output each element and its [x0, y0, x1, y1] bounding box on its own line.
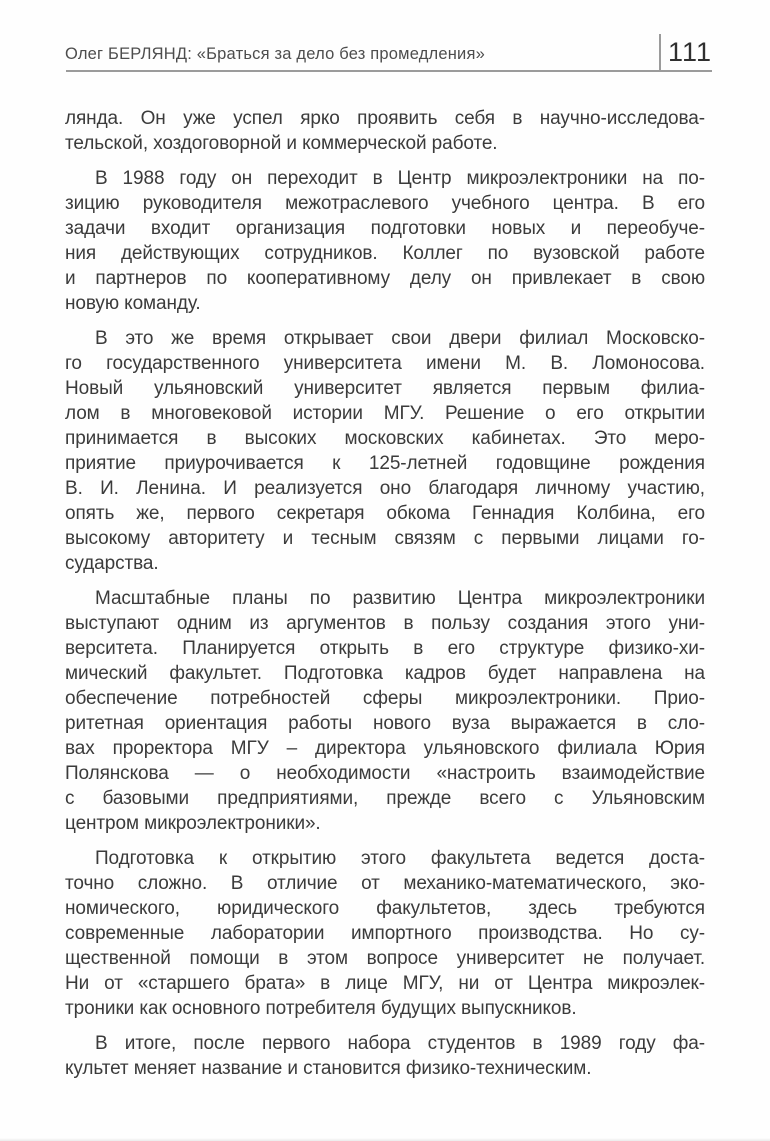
text-line: новую команду. [65, 293, 201, 314]
text-line: верситета. Планируется открыть в его структуре физико-хи- [65, 638, 705, 659]
text-line: ния действующих сотрудников. Коллег по вузовской работе [65, 243, 705, 264]
text-line: В 1988 году он переходит в Центр микроэлектроники на по- [95, 168, 705, 189]
header-rule [66, 70, 712, 72]
text-line: приятие приурочивается к 125-летней годовщине рождения [65, 453, 705, 474]
text-line: троники как основного потребителя будущих выпускников. [65, 998, 577, 1019]
paragraph [65, 586, 705, 836]
text-line: номического, юридического факультетов, здесь требуются [65, 898, 705, 919]
text-line: точно сложно. В отличие от механико-математического, эко- [65, 873, 705, 894]
text-line: Подготовка к открытию этого факультета ведется доста- [95, 848, 705, 869]
text-line: лянда. Он уже успел ярко проявить себя в научно-исследова- [65, 108, 705, 129]
text-line: обеспечение потребностей сферы микроэлектроники. Прио- [65, 688, 705, 709]
text-line: В итоге, после первого набора студентов в 1989 году фа- [95, 1033, 705, 1054]
text-line: задачи входит организация подготовки новых и переобуче- [65, 218, 705, 239]
paragraph [65, 326, 705, 576]
running-header-title: Олег БЕРЛЯНД: «Браться за дело без промедления» [65, 45, 485, 63]
text-line: Новый ульяновский университет является первым филиа- [65, 378, 705, 399]
text-line: мический факультет. Подготовка кадров будет направлена на [65, 663, 705, 684]
paragraph [65, 1031, 705, 1081]
text-line: тельской, хоздоговорной и коммерческой работе. [65, 133, 498, 154]
paragraph [65, 106, 705, 156]
text-line: ритетная ориентация работы нового вуза выражается в сло- [65, 713, 705, 734]
text-line: высокому авторитету и тесным связям с первыми лицами го- [65, 528, 705, 549]
text-line: В это же время открывает свои двери филиал Московско- [95, 328, 705, 349]
text-line: го государственного университета имени М. В. Ломоносова. [65, 353, 705, 374]
text-line: сударства. [65, 553, 159, 574]
text-line: Полянскова — о необходимости «настроить взаимодействие [65, 763, 705, 784]
text-line: зицию руководителя межотраслевого учебного центра. В его [65, 193, 705, 214]
paragraph [65, 846, 705, 1021]
page-body [65, 106, 705, 1081]
text-line: центром микроэлектроники». [65, 813, 321, 834]
text-line: Масштабные планы по развитию Центра микроэлектроники [95, 588, 705, 609]
text-line: В. И. Ленина. И реализуется оно благодаря личному участию, [65, 478, 705, 499]
paragraph [65, 166, 705, 316]
text-line: современные лаборатории импортного производства. Но су- [65, 923, 705, 944]
text-line: вах проректора МГУ – директора ульяновского филиала Юрия [65, 738, 705, 759]
text-line: культет меняет название и становится физико-техническим. [65, 1058, 592, 1079]
running-header [65, 34, 712, 70]
text-line: Ни от «старшего брата» в лице МГУ, ни от Центра микроэлек- [65, 973, 705, 994]
text-line: выступают одним из аргументов в пользу создания этого уни- [65, 613, 705, 634]
text-line: принимается в высоких московских кабинетах. Это меро- [65, 428, 705, 449]
text-line: и партнеров по кооперативному делу он привлекает в свою [65, 268, 705, 289]
text-line: щественной помощи в этом вопросе университет не получает. [65, 948, 705, 969]
page-number: 111 [667, 36, 712, 67]
text-line: лом в многовековой истории МГУ. Решение о его открытии [65, 403, 705, 424]
text-line: с базовыми предприятиями, прежде всего с Ульяновским [65, 788, 705, 809]
page-number-block [659, 34, 712, 70]
text-line: опять же, первого секретаря обкома Геннадия Колбина, его [65, 503, 705, 524]
